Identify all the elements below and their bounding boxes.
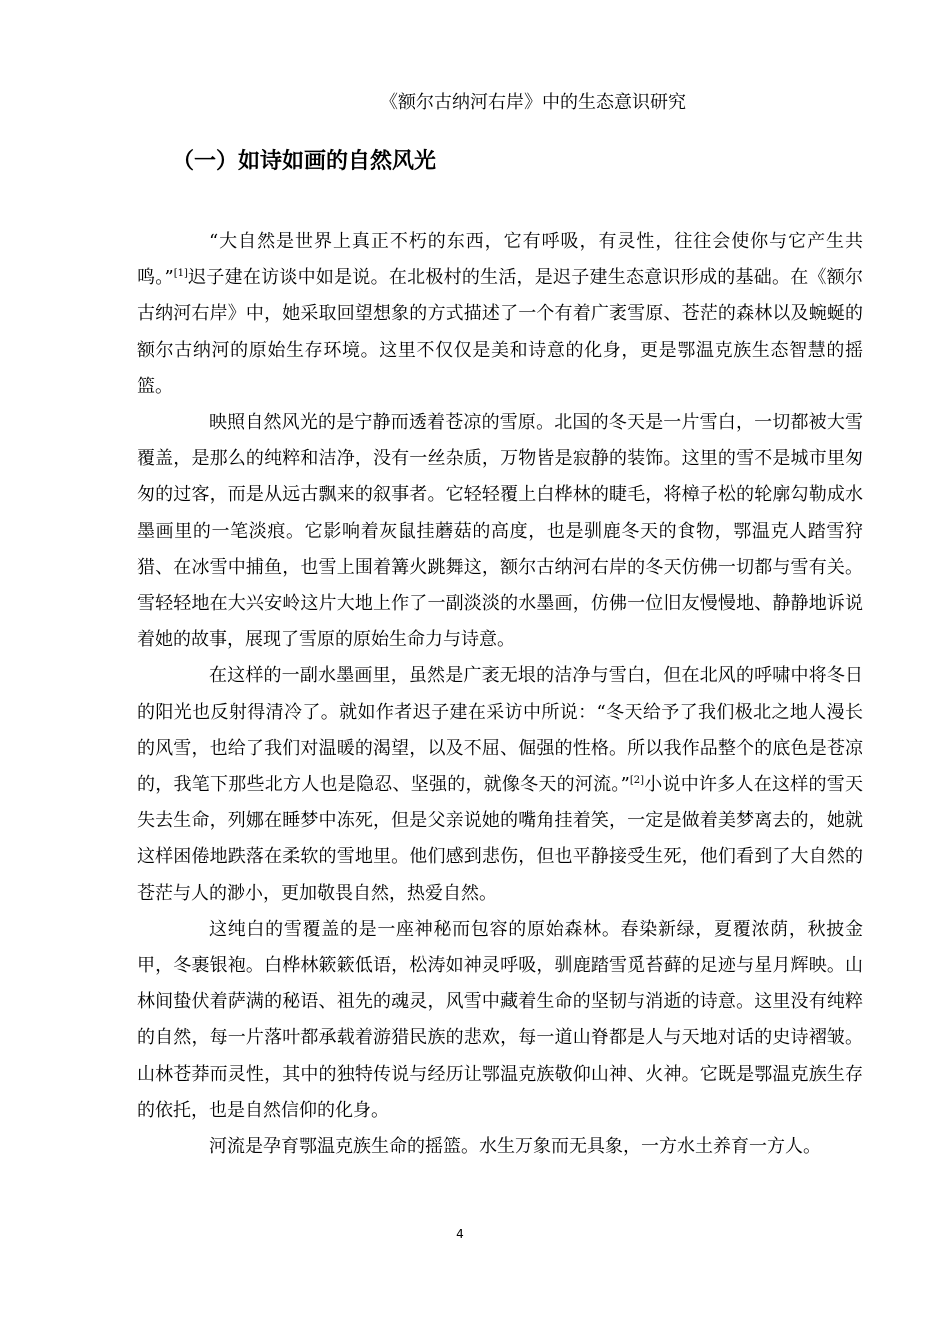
citation-marker[interactable]: [2]: [629, 775, 645, 787]
paragraph: [137, 912, 863, 1129]
paragraph: [137, 405, 863, 658]
text-run: 迟子建在访谈中如是说。在北极村的生活，是迟子建生态意识形成的基础。在《额尔古纳河右岸》中，她采取回望想象的方式描述了一个有着广袤雪原、苍茫的森林以及蜿蜒的额尔古纳河的原始生存环境。这里不仅仅是美和诗意的化身，更是鄂温克族生态智慧的摇篮。: [137, 267, 864, 397]
running-header: 《额尔古纳河右岸》中的生态意识研究: [380, 92, 686, 113]
body-text: [137, 224, 863, 1165]
text-run: 河流是孕育鄂温克族生命的摇篮。水生万象而无具象，一方水土养育一方人。: [209, 1136, 821, 1158]
page-number: 4: [456, 1227, 464, 1241]
paragraph: [137, 224, 863, 405]
citation-marker[interactable]: [1]: [173, 268, 188, 280]
text-run: 映照自然风光的是宁静而透着苍凉的雪原。北国的冬天是一片雪白，一切都被大雪覆盖，是那么的纯粹和洁净，没有一丝杂质，万物皆是寂静的装饰。这里的雪不是城市里匆匆的过客，而是从远古飘来的叙事者。它轻轻覆上白桦林的睫毛，将樟子松的轮廓勾勒成水墨画里的一笔淡痕。它影响着灰鼠挂蘑菇的高度，也是驯鹿冬天的食物，鄂温克人踏雪狩猎、在冰雪中捕鱼，也雪上围着篝火跳舞这，额尔古纳河右岸的冬天仿佛一切都与雪有关。雪轻轻地在大兴安岭这片大地上作了一副淡淡的水墨画，仿佛一位旧友慢慢地、静静地诉说着她的故事，展现了雪原的原始生命力与诗意。: [137, 412, 863, 651]
text-run: 在这样的一副水墨画里，虽然是广袤无垠的洁净与雪白，但在北风的呼啸中将冬日的阳光也反射得清冷了。就如作者迟子建在采访中所说：“冬天给予了我们极北之地人漫长的风雪，也给了我们对温暖的渴望，以及不屈、倔强的性格。所以我作品整个的底色是苍凉的，我笔下那些北方人也是隐忍、坚强的，就像冬天的河流。”: [137, 665, 863, 796]
text-run: 这纯白的雪覆盖的是一座神秘而包容的原始森林。春染新绿，夏覆浓荫，秋披金甲，冬裹银袍。白桦林簌簌低语，松涛如神灵呼吸，驯鹿踏雪觅苔藓的足迹与星月辉映。山林间蛰伏着萨满的秘语、祖先的魂灵，风雪中藏着生命的坚韧与消逝的诗意。这里没有纯粹的自然，每一片落叶都承载着游猎民族的悲欢，每一道山脊都是人与天地对话的史诗褶皱。山林苍莽而灵性，其中的独特传说与经历让鄂温克族敬仰山神、火神。它既是鄂温克族生存的依托，也是自然信仰的化身。: [137, 918, 863, 1121]
paragraph: [137, 658, 863, 911]
text-run: 小说中许多人在这样的雪天失去生命，列娜在睡梦中冻死，但是父亲说她的嘴角挂着笑，一定是做着美梦离去的，她就这样困倦地跌落在柔软的雪地里。他们感到悲伤，但也平静接受生死，他们看到了大自然的苍茫与人的渺小，更加敬畏自然，热爱自然。: [137, 774, 864, 904]
paragraph: [137, 1129, 863, 1165]
text-run: “大自然是世界上真正不朽的东西，它有呼吸，有灵性，往往会使你与它产生共鸣。”: [137, 231, 863, 289]
section-heading: （一）如诗如画的自然风光: [172, 149, 437, 174]
